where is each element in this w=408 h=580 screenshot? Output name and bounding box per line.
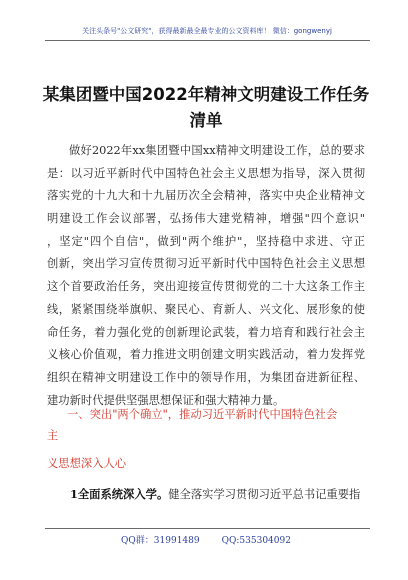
intro-line: 做好2022年xx集团暨中国xx精神文明建设工作，总的要求 bbox=[69, 144, 365, 157]
document-title bbox=[40, 82, 372, 134]
intro-line: 是：以习近平新时代中国特色社会主义思想为指导，深入贯彻 bbox=[47, 166, 365, 180]
section-heading-line-3: 义思想深入人心 bbox=[47, 457, 127, 470]
intro-paragraph bbox=[47, 140, 365, 412]
intro-line: ，坚定"四个自信"，做到"两个维护"，坚持稳中求进、守正 bbox=[47, 234, 365, 248]
footer-divider bbox=[45, 528, 370, 529]
title-line-2: 清单 bbox=[189, 111, 223, 130]
intro-line: 落实党的十九大和十九届历次全会精神，落实中央企业精神文 bbox=[47, 189, 365, 203]
footer bbox=[40, 533, 372, 546]
item-heading: 1全面系统深入学。 bbox=[70, 487, 169, 501]
intro-line: 这个首要政治任务，突出迎接宣传贯彻党的二十大这条工作主 bbox=[47, 280, 365, 294]
intro-line: 线，紧紧围绕举旗帜、聚民心、育新人、兴文化、展形象的使 bbox=[47, 302, 365, 316]
intro-line: 组织在精神文明建设工作中的领导作用，为集团奋进新征程、 bbox=[47, 370, 365, 384]
footer-qq: QQ:535304092 bbox=[221, 536, 291, 546]
item-paragraph bbox=[70, 486, 370, 502]
footer-qq-group: QQ群：31991489 bbox=[121, 536, 200, 546]
section-heading-1 bbox=[47, 404, 367, 446]
title-line-1: 某集团暨中国2022年精神文明建设工作任务 bbox=[42, 85, 370, 104]
intro-line: 命任务，着力强化党的创新理论武装，着力培育和践行社会主 bbox=[47, 325, 365, 339]
intro-line: 明建设工作会议部署，弘扬伟大建党精神，增强"四个意识" bbox=[47, 212, 365, 226]
intro-line: 义核心价值观，着力推进文明创建文明实践活动，着力发挥党 bbox=[47, 348, 365, 362]
section-heading-line-1: 一、突出"两个确立"，推动习近平新时代中国特色社会 bbox=[67, 408, 338, 421]
intro-line: 建功新时代提供坚强思想保证和强大精神力量。 bbox=[47, 393, 285, 407]
header-divider bbox=[45, 40, 370, 41]
item-text: 健全落实学习贯彻习近平总书记重要指 bbox=[168, 488, 361, 501]
section-heading-line-2: 主 bbox=[47, 429, 59, 442]
header-banner: 关注头条号"公文研究"，获得最新最全最专业的公文资料库！ 微信：gongwenyj bbox=[82, 27, 332, 35]
intro-line: 创新，突出学习宣传贯彻习近平新时代中国特色社会主义思想 bbox=[47, 257, 365, 271]
